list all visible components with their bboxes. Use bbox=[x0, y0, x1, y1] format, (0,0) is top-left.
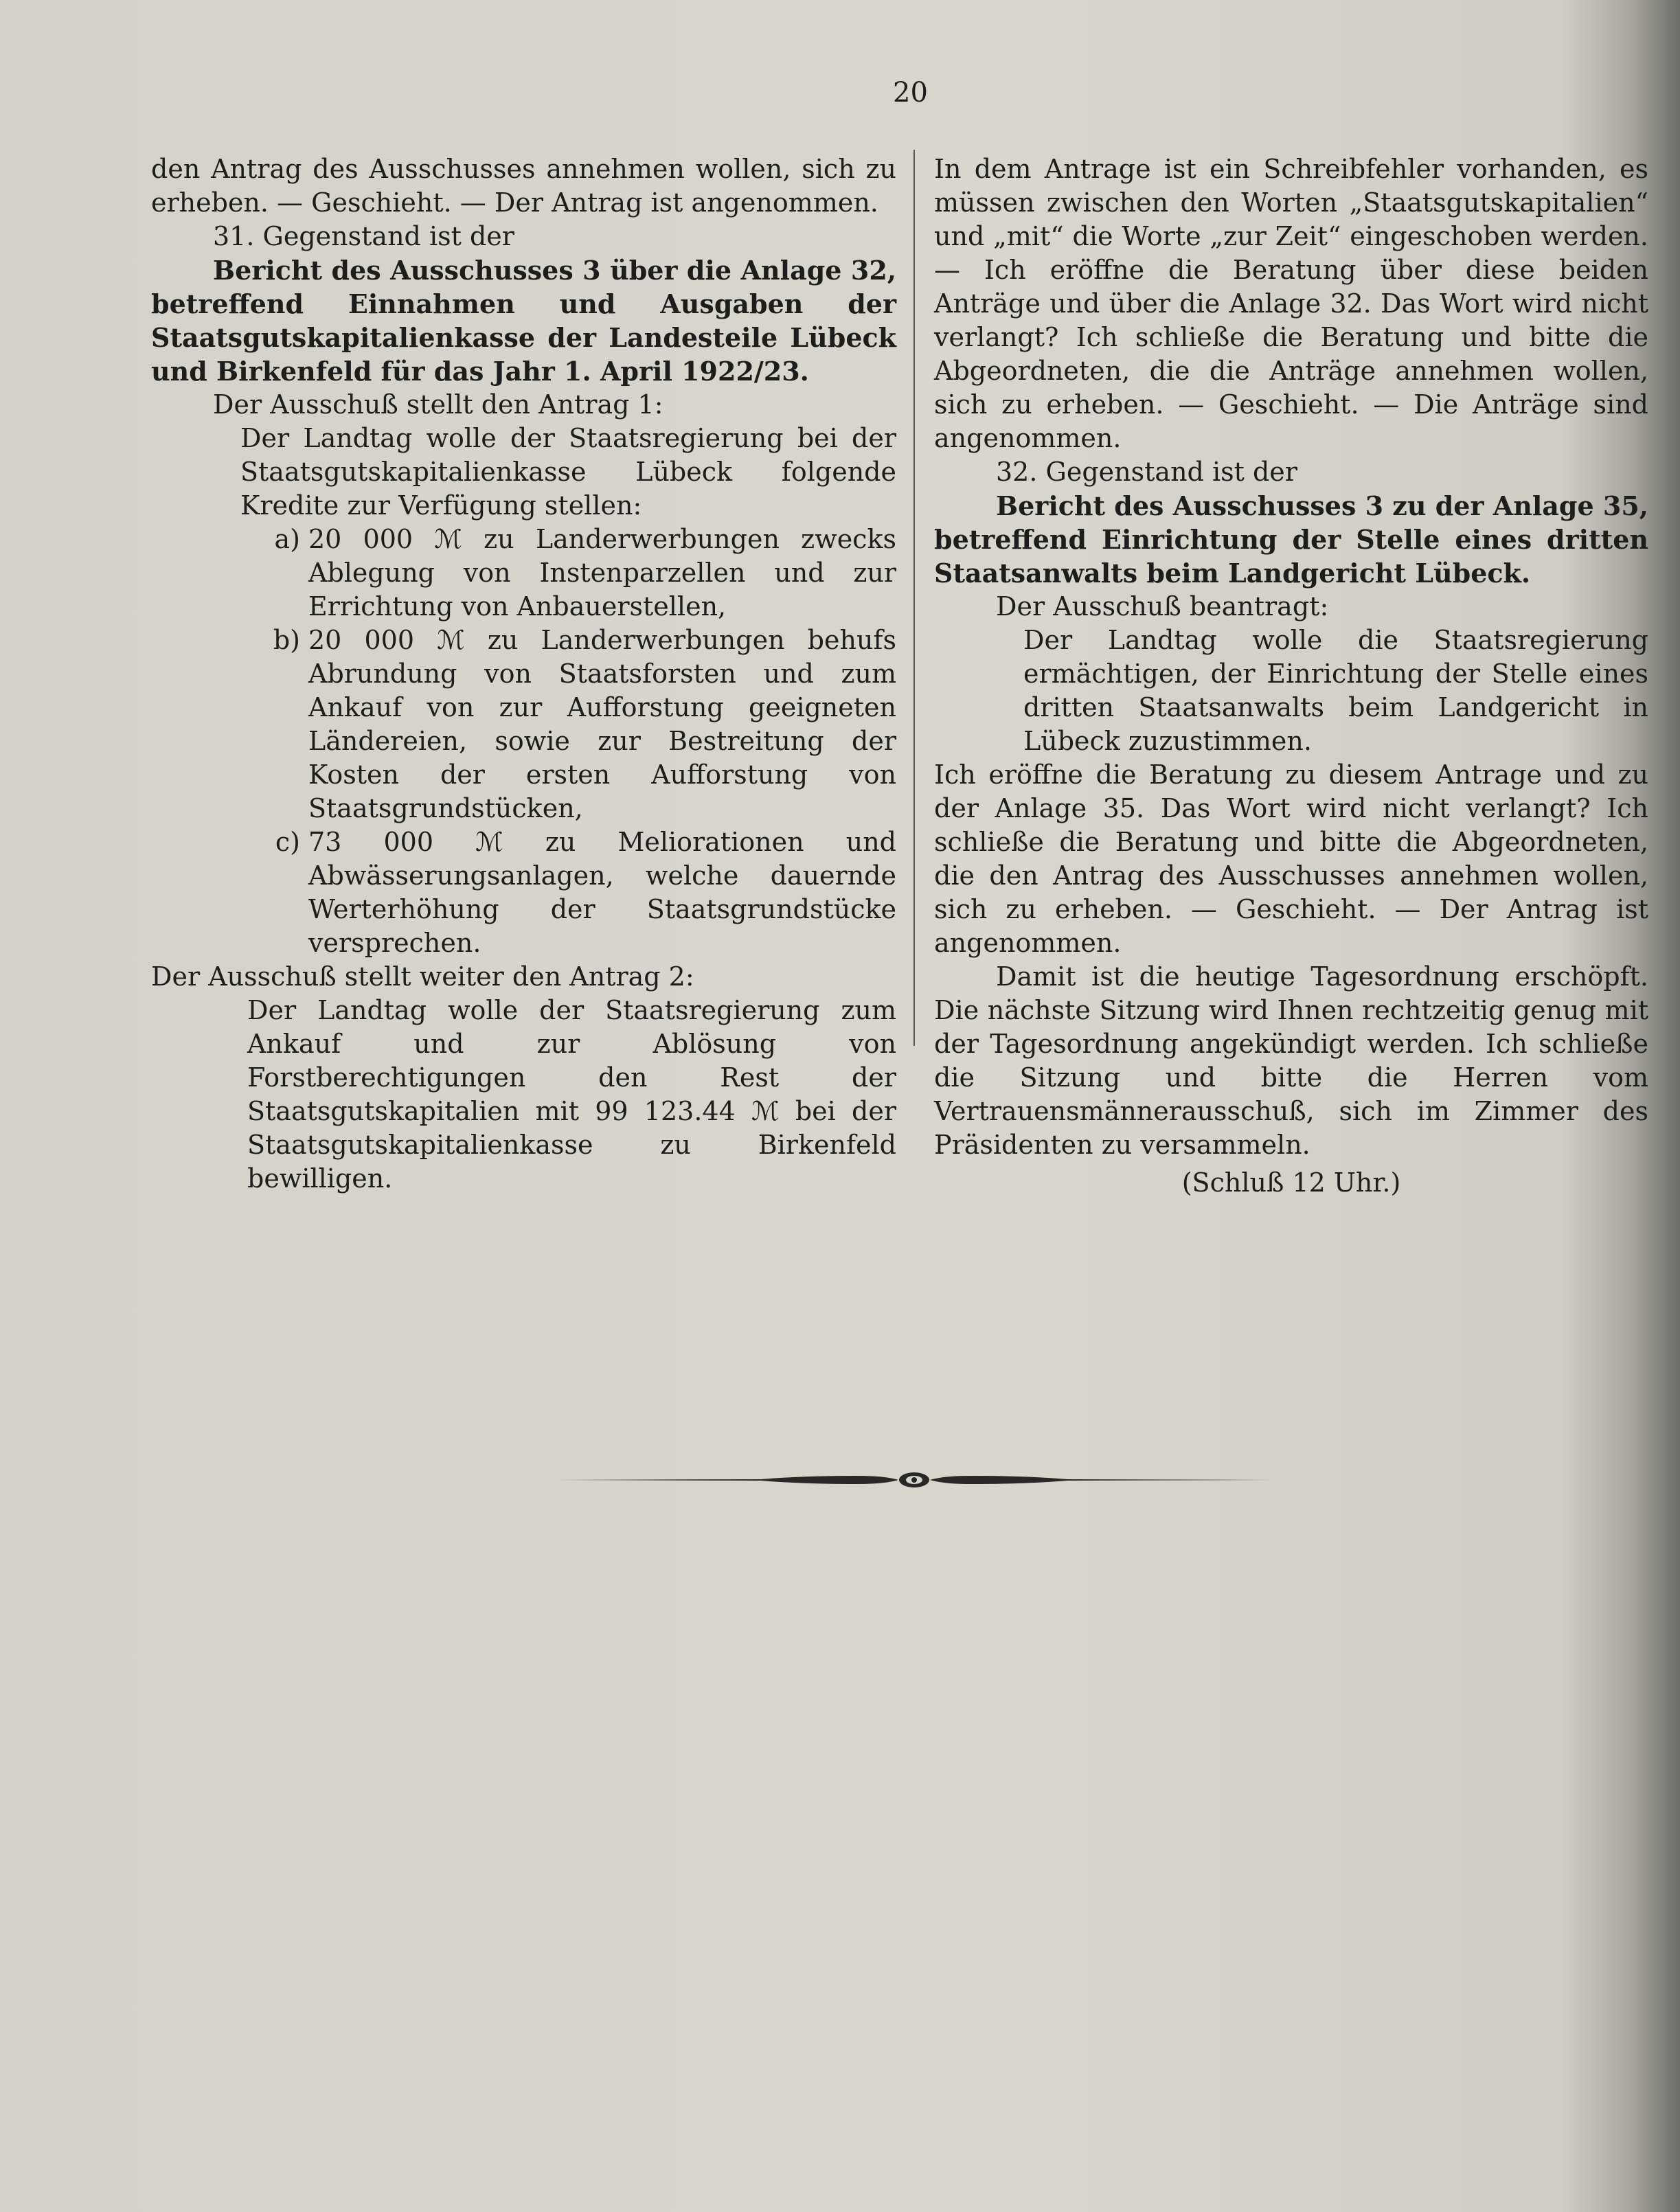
right-paragraph-2: Ich eröffne die Beratung zu diesem Antrage und zu der Anlage 35. Das Wort wird nicht verlangt? Ich schließe die Beratung und bitte die Abgeordneten, die den Antrag des Ausschusses annehmen wollen, sich zu erheben. — Geschieht. — Der Antrag ist angenommen. bbox=[934, 760, 1648, 958]
closing-note: (Schluß 12 Uhr.) bbox=[1181, 1167, 1401, 1198]
list-item-b bbox=[151, 624, 896, 825]
list-item-b-label: b) bbox=[273, 625, 300, 655]
list-item-c-label: c) bbox=[275, 827, 300, 857]
list-item-b-text: 20 000 ℳ zu Landerwerbungen behufs Abrundung von Staatsforsten und zum Ankauf von zur Aufforstung geeigneten Ländereien, sowie zur Bestreitung der Kosten der ersten Aufforstung von Staatsgrundstücken, bbox=[308, 625, 896, 823]
end-ornament bbox=[555, 1466, 1273, 1494]
right-paragraph-1: In dem Antrage ist ein Schreibfehler vorhanden, es müssen zwischen den Worten „Staatsgutskapitalien“ und „mit“ die Worte „zur Zeit“ eingeschoben werden. — Ich eröffne die Beratung über diese beiden Anträge und über die Anlage 32. Das Wort wird nicht verlangt? Ich schließe die Beratung und bitte die Abgeordneten, die die Anträge annehmen wollen, sich zu erheben. — Geschieht. — Die Anträge sind angenommen. bbox=[934, 154, 1648, 453]
list-item-c bbox=[151, 825, 896, 960]
item-31-intro: 31. Gegenstand ist der bbox=[213, 221, 514, 251]
item-31-title: Bericht des Ausschusses 3 über die Anlage 32, betreffend Einnahmen und Ausgaben der Staatsgutskapitalienkasse der Landesteile Lübeck und Birkenfeld für das Jahr 1. April 1922/23. bbox=[151, 255, 896, 387]
list-item-a-text: 20 000 ℳ zu Landerwerbungen zwecks Ablegung von Instenparzellen und zur Errichtung von Anbauerstellen, bbox=[308, 524, 896, 622]
item-32-intro: 32. Gegenstand ist der bbox=[996, 457, 1297, 487]
list-item-c-text: 73 000 ℳ zu Meliorationen und Abwässerungsanlagen, welche dauernde Werterhöhung der Staatsgrundstücke versprechen. bbox=[308, 827, 896, 958]
page-number: 20 bbox=[893, 77, 928, 109]
left-column bbox=[151, 152, 896, 1196]
antrag-1-intro: Der Ausschuß stellt den Antrag 1: bbox=[213, 389, 663, 420]
list-item-a-label: a) bbox=[274, 524, 300, 554]
antrag-2-text: Der Landtag wolle der Staatsregierung zum Ankauf und zur Ablösung von Forstberechtigungen den Rest der Staatsgutskapitalien mit 99 123.44 ℳ bei der Staatsgutskapitalienkasse zu Birkenfeld bewilligen. bbox=[247, 995, 896, 1194]
antrag-1-text: Der Landtag wolle der Staatsregierung bei der Staatsgutskapitalienkasse Lübeck folgende Kredite zur Verfügung stellen: bbox=[240, 423, 896, 521]
item-32-title: Bericht des Ausschusses 3 zu der Anlage 35, betreffend Einrichtung der Stelle eines dritten Staatsanwalts beim Landgericht Lübeck. bbox=[934, 490, 1648, 589]
beantragt-intro: Der Ausschuß beantragt: bbox=[996, 591, 1329, 622]
left-paragraph-1: den Antrag des Ausschusses annehmen wollen, sich zu erheben. — Geschieht. — Der Antrag ist angenommen. bbox=[151, 154, 896, 218]
column-divider bbox=[913, 150, 915, 1046]
antrag-2-intro: Der Ausschuß stellt weiter den Antrag 2: bbox=[151, 961, 694, 992]
right-paragraph-3: Damit ist die heutige Tagesordnung erschöpft. Die nächste Sitzung wird Ihnen rechtzeitig genug mit der Tagesordnung angekündigt werden. Ich schließe die Sitzung und bitte die Herren vom Vertrauensmännerausschuß, sich im Zimmer des Präsidenten zu versammeln. bbox=[934, 961, 1648, 1160]
list-item-a bbox=[151, 523, 896, 624]
right-column bbox=[934, 152, 1648, 1200]
beantragt-text: Der Landtag wolle die Staatsregierung ermächtigen, der Einrichtung der Stelle eines dritten Staatsanwalts beim Landgericht in Lübeck zuzustimmen. bbox=[1023, 625, 1648, 756]
